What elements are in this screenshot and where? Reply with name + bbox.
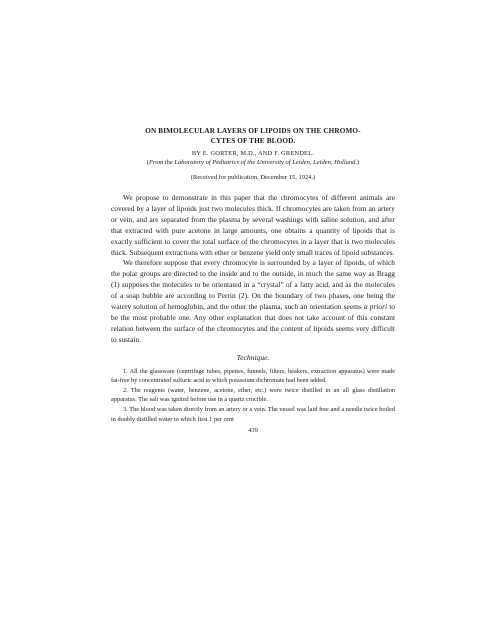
authors-line: BY E. GORTER, M.D., AND F. GRENDEL. xyxy=(191,150,315,157)
paper-page xyxy=(111,126,395,435)
received-date: (Received for publication, December 15, 1924.) xyxy=(190,174,316,181)
technique-item-2: 2. The reagents (water, benzene, acetone, ether, etc.) were twice distilled in an all glass distillation apparatus. The salt was ignited before use in a quartz crucible. xyxy=(111,386,395,404)
section-heading-technique: Technique. xyxy=(236,352,270,362)
affiliation-close-paren: ) xyxy=(357,159,360,166)
affiliation-open-paren: ( xyxy=(146,159,149,166)
paragraph-2-part-1: We therefore suppose that every chromocyte is surrounded by a layer of lipoids, of which the polar groups are directed to the inside and to the outside, in much the same way as Bragg (1) supposes the molecules to be orientated in a “crystal” of a fatty acid, and as the molecules of a soap bubble are according to Perrin (2). On the boundary of two phases, one being the watery solution of hemoglobin, and the other the plasma, such an orientation seems xyxy=(111,258,395,312)
paragraph-2-part-2: to be the most probable one. Any other explanation that does not take account of this constant relation between the surface of the chromocytes and the content of lipoids seems very difficult to sustain. xyxy=(111,302,395,344)
technique-item-3: 3. The blood was taken directly from an artery or a vein. The vessel was laid free and a needle twice boiled in doubly distilled water to which first 1 per cent xyxy=(111,406,395,423)
affiliation-text: From the Laboratory of Pediatrics of the University of Leiden, Leiden, Holland. xyxy=(148,159,358,166)
affiliation xyxy=(111,158,395,167)
article-title xyxy=(111,126,395,146)
page-number: 439 xyxy=(248,427,258,435)
paragraph-2-italic: a priori xyxy=(363,302,388,312)
body-paragraph-1: We propose to demonstrate in this paper that the chromocytes of different animals are covered by a layer of lipoids just two molecules thick. If chromocytes are taken from an artery or vein, and are separated from the plasma by several washings with saline solution, and after that extracted with pure acetone in large amounts, one obtains a quantity of lipoids that is exactly sufficient to cover the total surface of the chromocytes in a layer that is two molecules thick. Subsequent extractions with ether or benzene yield only small traces of lipoid substances. xyxy=(111,193,395,257)
title-line-1: ON BIMOLECULAR LAYERS OF LIPOIDS ON THE CHROMO- xyxy=(145,127,361,135)
technique-item-1: 1. All the glassware (centrifuge tubes, pipettes, funnels, filters, beakers, extraction apparatus) were made fat-free by concentrated sulfuric acid to which potassium dichromate had been added. xyxy=(111,367,395,385)
body-paragraph-2 xyxy=(111,258,395,345)
title-line-2: CYTES OF THE BLOOD. xyxy=(210,137,296,145)
